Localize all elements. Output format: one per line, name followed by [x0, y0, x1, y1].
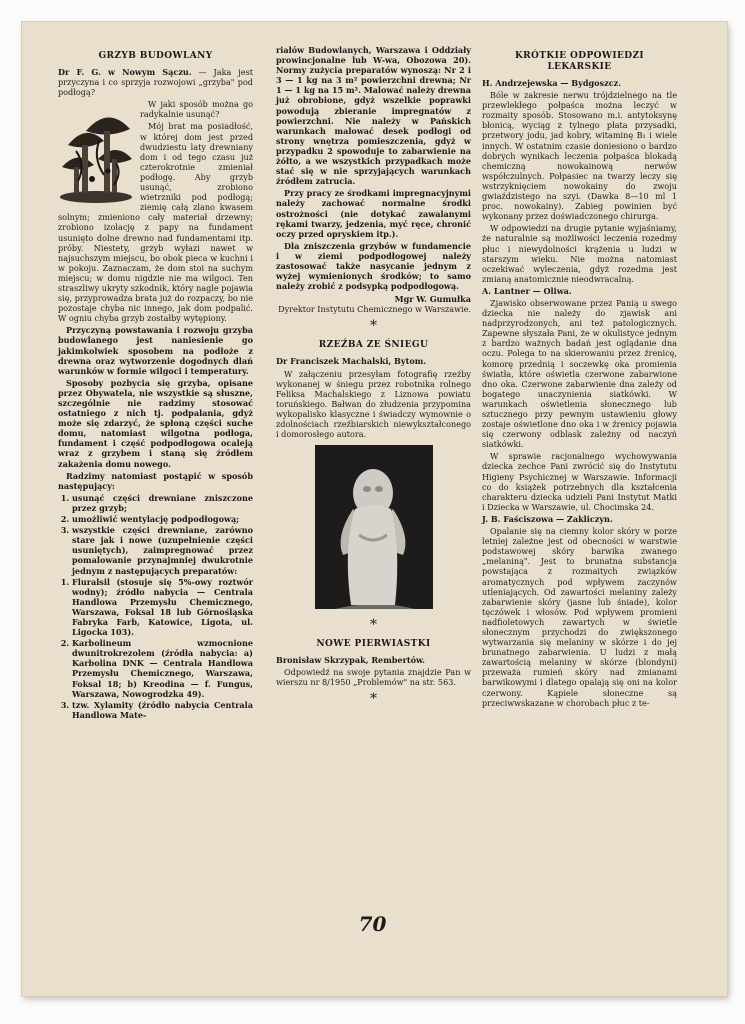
- question-text: W załączeniu przesyłam fotografię rzeźby wykonanej w śniegu przez robotnika rolnego Feliksa Machalskiego z Liznowa powiatu toruńskiego. Bałwan do złudzenia przypomina wykopalisko klasyczne i świadczy wymownie o zdolnościach rzeźbiarskich niewykształconego i domorosłego autora.: [276, 368, 471, 440]
- answer-paragraph: Radzimy natomiast postąpić w sposób następujący:: [58, 470, 253, 491]
- answer-paragraph: W sprawie racjonalnego wychowywania dziecka zechce Pani zwrócić się do Instytutu Higieny Psychicznej w Warszawie. Informacji co do książek potrzebnych dla kształcenia charakteru dziecka udzieli Pani Instytut Matki i Dziecka w Warszawie, ul. Chocimska 24.: [482, 451, 677, 512]
- preparations-list: [58, 577, 253, 720]
- answer-paragraph: Opalanie się na ciemny kolor skóry w porze letniej zależne jest od obecności w warstwie podstawowej skóry barwika zwanego „melaniną". Jest to brunatna substancja powstająca z rozmaitych związków aromatycznych pod wpływem zaczynów utleniających. Od zawartości melaniny zależy zabarwienie skóry (jasne lub śniade), kolor tęczówek i włosów. Pod wpływem promieni nadfioletowych zawartych w świetle słonecznym przychodzi do zwiększonego wytwarzania się melaniny w skórze i do jej brunatnego zabarwienia. U ludzi z małą zawartością melaniny w skórze (blondyni) przeważa rumień skóry nad zmianami barwikowymi i dlatego opalają się oni na kolor czerwony. Kąpiele słoneczne są przeciwwskazane w chorobach płuc z te-: [482, 526, 677, 708]
- list-item: 3. tzw. Xylamity (źródło nabycia Centrala Handlowa Mate-: [72, 700, 253, 720]
- signature-title: Dyrektor Instytutu Chemicznego w Warszawie.: [278, 304, 471, 315]
- column-left: [58, 45, 253, 721]
- answer-paragraph: Zjawisko obserwowane przez Panią u swego dziecka nie należy do zjawisk ani nadprzyrodzonych, ani też patologicznych. Zapewne słyszała Pani, że w okulistyce jednym z bardzo ważnych badań jest oglądanie dna oczu. Polega to na skierowaniu przez źrenicę, komorę przednią i soczewkę oka promienia światła, które oświetla czerwone zabarwione dno oka. Czerwone zabarwienie dna zależy od bogatego unaczynienia siatkówki. W warunkach oświetlenia słonecznego lub sztucznego przy pewnym ustawieniu głowy zostaje oświetlone dno oka i w źrenicy pojawia się czerwony odblask zależny od naczyń siatkówki.: [482, 297, 677, 450]
- question-author: Dr F. G. w Nowym Sączu.: [58, 67, 192, 77]
- separator-star: *: [370, 617, 377, 634]
- separator-star: *: [370, 318, 377, 335]
- article-heading-grzyb: GRZYB BUDOWLANY: [98, 51, 213, 61]
- question-author: J. B. Faściszowa — Zakliczyn.: [482, 513, 613, 524]
- answer-paragraph: Sposoby pozbycia się grzyba, opisane przez Obywatela, nie wszystkie są słuszne, szczególnie nie radzimy stosować ostatniego z nich tj. podpalania, gdyż może się zdarzyć, że spłoną części suche domu, natomiast wilgotna podłoga, fundament i część podpodłogowa ocaleją wraz z grzybem i staną się źródłem zakażenia domu nowego.: [58, 377, 253, 469]
- answer-paragraph: Dla zniszczenia grzybów w fundamencie i w ziemi podpodłogowej należy zastosować także nasycanie jednym z wyżej wymienionych środków; to samo należy zrobić z podsypką podpodłogową.: [276, 240, 471, 292]
- answer-paragraph: riałów Budowlanych, Warszawa i Oddziały prowincjonalne lub W-wa, Obozowa 20). Normy zużycia preparatów wynoszą: Nr 2 i 3 — 1 kg na 3 m² powierzchni drewna; Nr 1 — 1 kg na 15 m². Malować należy drewna już obrobione, gdyż wszelkie poprawki powodują zbieranie impregnatów z powierzchni. Nie należy w Pańskich warunkach malować desek podłogi od strony wnętrza pomieszczenia, gdyż w przypadku 2 spowoduje to zabarwienie na żółto, a we wszystkich przypadkach może stać się w nie sprzyjających warunkach źródłem zatrucia.: [276, 45, 471, 187]
- question-author: Bronisław Skrzypak, Rembertów.: [276, 655, 425, 666]
- separator-star: *: [370, 691, 377, 708]
- signature-name: Mgr W. Gumułka: [394, 294, 471, 305]
- list-item: 2. umożliwić wentylację podpodłogową;: [72, 514, 253, 524]
- question-author: A. Lantner — Oliwa.: [482, 285, 572, 296]
- answer-paragraph: Przy pracy ze środkami impregnacyjnymi należy zachować normalne środki ostrożności (nie dotykać zawalanymi rękami twarzy, jedzenia, myć ręce, chronić oczy przed opryskiem itp.).: [276, 188, 471, 239]
- answer-text: Odpowiedź na swoje pytania znajdzie Pan w wierszu nr 8/1950 „Problemów" na str. 563.: [276, 667, 471, 688]
- column-middle: [276, 45, 471, 711]
- answer-paragraph: Bóle w zakresie nerwu trójdzielnego na tle przewlekłego połpaśca można leczyć w rozmaity sposób. Stosowano m.i. antytoksynę błonicą, wyciąg z tylnego płata przysadki, przetwory jodu, jad kobry, witaminę B₁ i wiele innych. W ostatnim czasie doniesiono o bardzo dobrych wynikach leczenia połpaśca blokadą chemiczną nowokainową nerwów współczulnych. Połpasiec na twarzy leczy się wstrzyknięciem nowokainy do zwoju gwiaździstego na szyi. (Dawka 8—10 ml 1 proc. nowokainy). Zabieg powinien być wykonany przez doświadczonego chirurga.: [482, 90, 677, 222]
- column-right: [482, 45, 677, 710]
- question-author: Dr Franciszek Machalski, Bytom.: [276, 356, 427, 367]
- paragraph: Mój brat ma posiadłość, w której dom jest przed dwudziestu laty drewniany dom i od tego czasu już czterokrotnie zmieniał podłogę. Aby grzyb usunąć, zrobiono wietrzniki pod podłogą; ziemię całą zlano kwasem solnym; zmieniono cały materiał drzewny; zrobiono izolację z papy na fundament usunięto dolne drewno nad fundamentami itp. próby. Niestety, grzyb wyłazi nawet w najsuchszym miejscu, bo obok pieca w kuchni i w pokoju. Zaznaczam, że dom stoi na suchym miejscu; w domu nigdzie nie ma wilgoci. Ten straszliwy ukryty szkodnik, który nagle pojawia się, przyprowadza brata już do rozpaczy, bo nie pozostaje chyba nic innego, jak dom podpalić. W ogniu chyba grzyb zostałby wytępiony.: [58, 121, 253, 324]
- steps-list: [58, 493, 253, 576]
- answer-paragraph: W odpowiedzi na drugie pytanie wyjaśniamy, że naturalnie są możliwości leczenia rozedmy płuc i niewydolności krążenia u ludzi w starszym wieku. Nie można natomiast oczekiwać wyleczenia, gdyż rozedma jest zmianą anatomicznie nieodwracalną.: [482, 223, 677, 284]
- article-heading-rzezba: RZEŹBA ZE ŚNIEGU: [318, 340, 429, 351]
- question-text: — Jaka jest przyczyna i co sprzyja rozwojowi „grzyba" pod podłogą?: [58, 67, 253, 98]
- article-heading-lekarskie: KRÓTKIE ODPOWIEDZI LEKARSKIE: [514, 51, 645, 72]
- paragraph: W jaki sposób można go radykalnie usunąć?: [140, 99, 253, 120]
- article-heading-pierwiastki: NOWE PIERWIASTKI: [316, 639, 431, 650]
- list-item: 2. Karbolineum wzmocnione dwunitrokrezolem (źródła nabycia: a) Karbolina DNK — Centrala Handlowa Przemysłu Chemicznego, Warszawa, Foksal 18; b) Kreodina — f. Fungus, Warszawa, Nowogrodzka 49).: [72, 638, 253, 699]
- answer-paragraph: Przyczyną powstawania i rozwoju grzyba budowlanego jest naniesienie go jakimkolwiek sposobem na podłoże z drewna oraz wytworzenie dogodnych dlań warunków w formie wilgoci i temperatury.: [58, 325, 253, 376]
- fungus-illustration: [56, 101, 136, 205]
- snow-sculpture-photo: [315, 445, 433, 609]
- signature: [276, 294, 471, 314]
- list-item: 1. Fluralsil (stosuje się 5%-owy roztwór wodny); źródło nabycia — Centrala Handlowa Przemysłu Chemicznego, Warszawa, Foksal 18 lub Górnośląska Fabryka Farb, Katowice, Ligota, ul. Ligocka 103).: [72, 577, 253, 638]
- question-author: H. Andrzejewska — Bydgoszcz.: [482, 78, 622, 88]
- list-item: 3. wszystkie części drewniane, zarówno stare jak i nowe (uzupełnienie części usuniętych), zaimpregnować przez pomalowanie przynajmniej dwukrotnie jednym z następujących preparatów:: [72, 525, 253, 575]
- page-number: 70: [358, 912, 387, 936]
- list-item: 1. usunąć części drewniane zniszczone przez grzyb;: [72, 493, 253, 513]
